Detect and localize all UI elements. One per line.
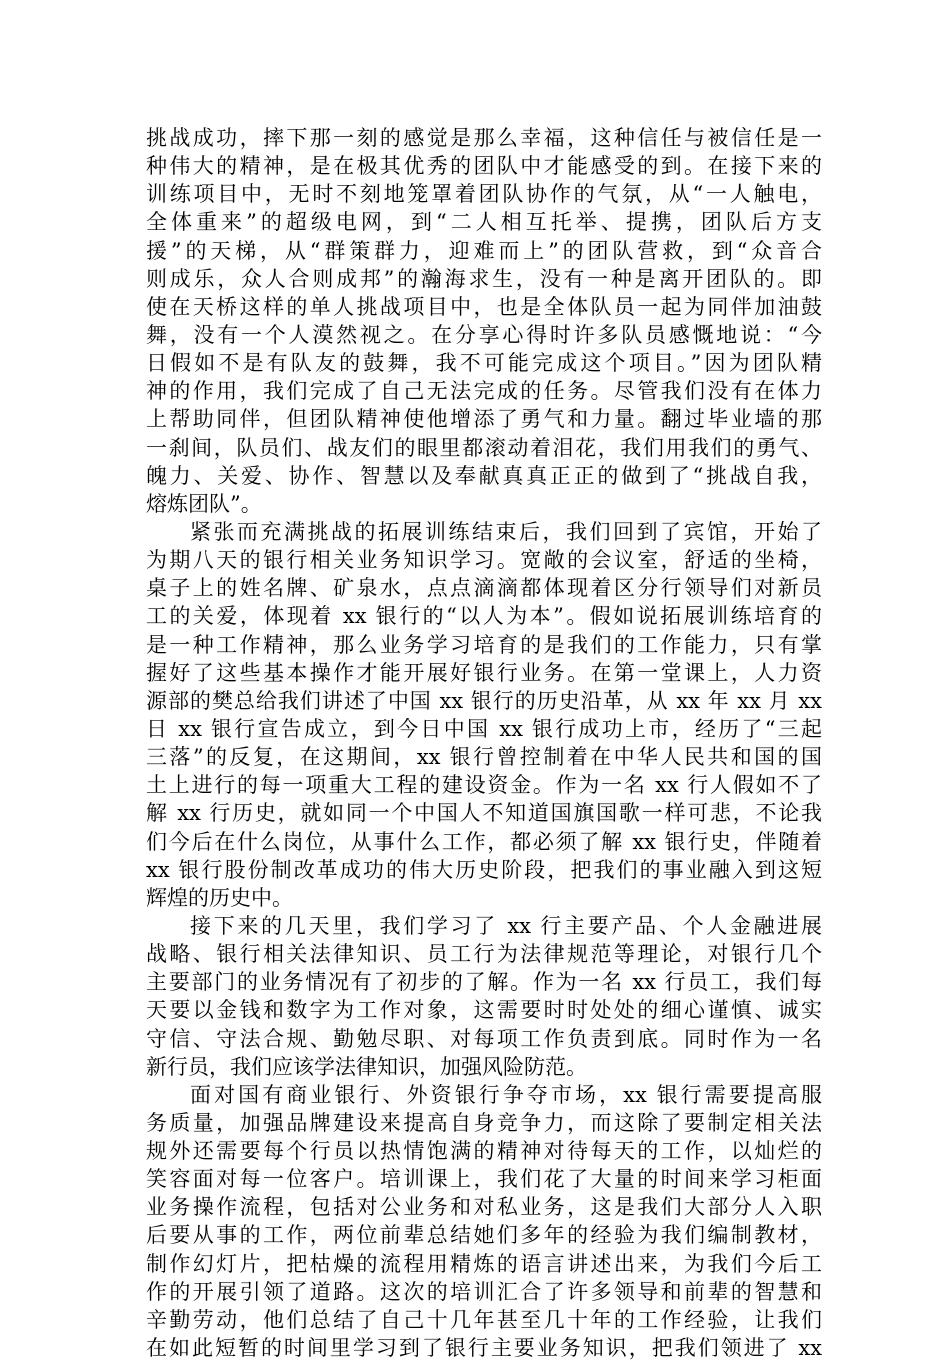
text-line: 舞，没有一个人漠然视之。在分享心得时许多队员感慨地说：“今 <box>146 322 822 347</box>
text-line: 熔炼团队”。 <box>146 491 262 516</box>
text-line: 在如此短暂的时间里学习到了银行主要业务知识，把我们领进了 xx <box>146 1336 822 1361</box>
text-line: 守信、守法合规、勤勉尽职、对每项工作负责到底。同时作为一名 <box>146 1026 822 1051</box>
text-line: 种伟大的精神，是在极其优秀的团队中才能感受的到。在接下来的 <box>146 154 822 179</box>
text-line: 桌子上的姓名牌、矿泉水，点点滴滴都体现着区分行领导们对新员 <box>146 576 822 601</box>
text-line: 规外还需要每个行员以热情饱满的精神对待每天的工作，以灿烂的 <box>146 1139 822 1164</box>
text-line: 们今后在什么岗位，从事什么工作，都必须了解 xx 银行史，伴随着 <box>146 829 822 854</box>
text-line: 日 xx 银行宣告成立，到今日中国 xx 银行成功上市，经历了“三起 <box>146 716 822 741</box>
text-line: 神的作用，我们完成了自己无法完成的任务。尽管我们没有在体力 <box>146 379 822 404</box>
text-line: 一刹间，队员们、战友们的眼里都滚动着泪花，我们用我们的勇气、 <box>146 435 822 460</box>
text-line: 是一种工作精神，那么业务学习培育的是我们的工作能力，只有掌 <box>146 632 822 657</box>
text-line: 援”的天梯，从“群策群力，迎难而上”的团队营救，到“众音合 <box>146 238 822 263</box>
text-line: 魄力、关爱、协作、智慧以及奉献真真正正的做到了“挑战自我， <box>146 463 822 488</box>
paragraph-first-line: 接下来的几天里，我们学习了 xx 行主要产品、个人金融进展 <box>190 913 822 938</box>
text-line: 日假如不是有队友的鼓舞，我不可能完成这个项目。”因为团队精 <box>146 351 822 376</box>
text-line: 辛勤劳动，他们总结了自己十几年甚至几十年的工作经验，让我们 <box>146 1307 822 1332</box>
text-line: 上帮助同伴，但团队精神使他增添了勇气和力量。翻过毕业墙的那 <box>146 407 822 432</box>
paragraph-first-line: 紧张而充满挑战的拓展训练结束后，我们回到了宾馆，开始了 <box>190 519 822 544</box>
text-line: 源部的樊总给我们讲述了中国 xx 银行的历史沿革，从 xx 年 xx 月 xx <box>146 688 822 713</box>
text-line: 辉煌的历史中。 <box>146 885 293 910</box>
text-line: 新行员，我们应该学法律知识，加强风险防范。 <box>146 1054 587 1079</box>
paragraph-first-line: 面对国有商业银行、外资银行争夺市场，xx 银行需要提高服 <box>190 1082 822 1107</box>
text-line: 握好了这些基本操作才能开展好银行业务。在第一堂课上，人力资 <box>146 660 822 685</box>
text-line: 为期八天的银行相关业务知识学习。宽敞的会议室，舒适的坐椅， <box>146 548 822 573</box>
text-line: 全体重来”的超级电网，到“二人相互托举、提携，团队后方支 <box>146 210 822 235</box>
text-line: 土上进行的每一项重大工程的建设资金。作为一名 xx 行人假如不了 <box>146 773 822 798</box>
text-line: 工的关爱，体现着 xx 银行的“以人为本”。假如说拓展训练培育的 <box>146 604 822 629</box>
text-line: 制作幻灯片，把枯燥的流程用精炼的语言讲述出来，为我们今后工 <box>146 1251 822 1276</box>
text-line: 战略、银行相关法律知识、员工行为法律规范等理论，对银行几个 <box>146 942 822 967</box>
text-line: 笑容面对每一位客户。培训课上，我们花了大量的时间来学习柜面 <box>146 1167 822 1192</box>
text-line: 后要从事的工作，两位前辈总结她们多年的经验为我们编制教材， <box>146 1223 822 1248</box>
text-line: 主要部门的业务情况有了初步的了解。作为一名 xx 行员工，我们每 <box>146 970 822 995</box>
text-line: 三落”的反复，在这期间，xx 银行曾控制着在中华人民共和国的国 <box>146 745 822 770</box>
text-line: 务质量，加强品牌建设来提高自身竞争力，而这除了要制定相关法 <box>146 1110 822 1135</box>
text-line: 天要以金钱和数字为工作对象，这需要时时处处的细心谨慎、诚实 <box>146 998 822 1023</box>
text-line: 使在天桥这样的单人挑战项目中，也是全体队员一起为同伴加油鼓 <box>146 294 822 319</box>
text-line: 挑战成功，摔下那一刻的感觉是那么幸福，这种信任与被信任是一 <box>146 126 822 150</box>
body-text <box>146 124 822 1362</box>
text-line: 业务操作流程，包括对公业务和对私业务，这是我们大部分人入职 <box>146 1195 822 1220</box>
text-line: 则成乐，众人合则成邦”的瀚海求生，没有一种是离开团队的。即 <box>146 266 822 291</box>
text-line: 训练项目中，无时不刻地笼罩着团队协作的气氛，从“一人触电， <box>146 182 822 207</box>
text-line: xx 银行股份制改革成功的伟大历史阶段，把我们的事业融入到这短 <box>146 857 822 882</box>
text-line: 解 xx 行历史，就如同一个中国人不知道国旗国歌一样可悲，不论我 <box>146 801 822 826</box>
text-line: 作的开展引领了道路。这次的培训汇合了许多领导和前辈的智慧和 <box>146 1279 822 1304</box>
